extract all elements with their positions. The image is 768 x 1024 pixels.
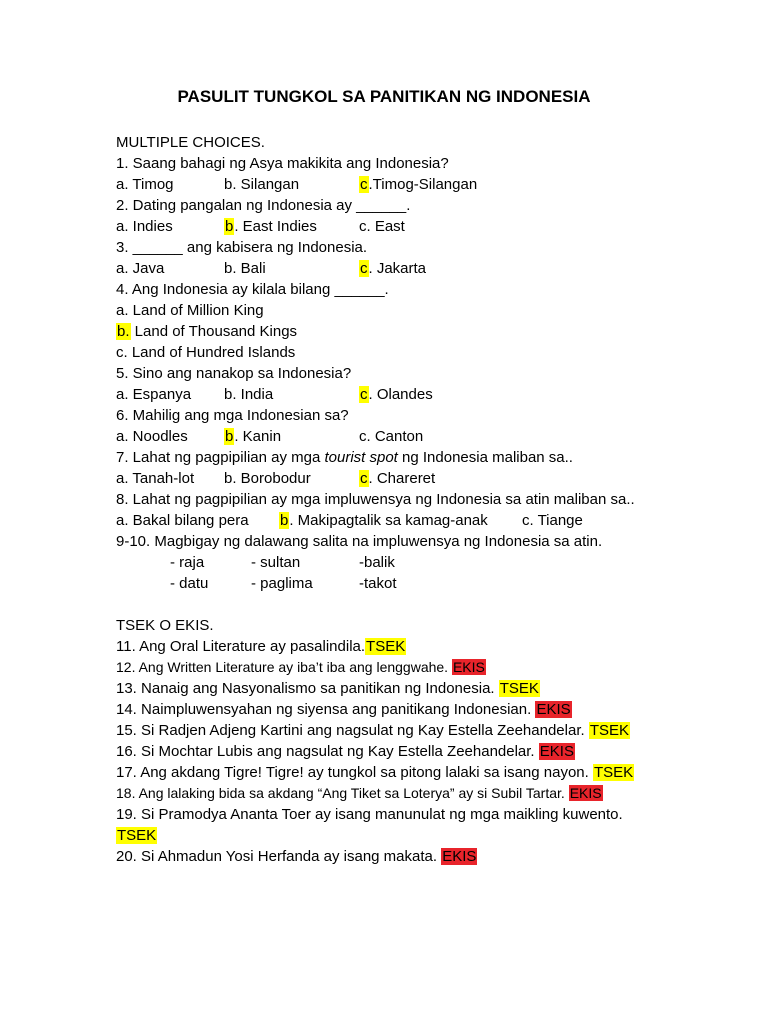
quiz-line bbox=[0, 237, 768, 258]
quiz-line bbox=[0, 699, 768, 720]
text-run: . East Indies bbox=[234, 218, 317, 235]
text-run: c. Land of Hundred Islands bbox=[116, 344, 296, 361]
quiz-line bbox=[0, 573, 768, 594]
option-text bbox=[279, 510, 488, 531]
quiz-line bbox=[0, 468, 768, 489]
text-run: b. Borobodur bbox=[224, 470, 311, 487]
quiz-line bbox=[0, 825, 768, 846]
text-run: a. Bakal bilang pera bbox=[116, 512, 249, 529]
quiz-line bbox=[0, 153, 768, 174]
answer-highlight: c bbox=[360, 176, 368, 193]
option-text bbox=[359, 552, 395, 573]
text-run: c. Canton bbox=[359, 428, 424, 445]
quiz-line bbox=[0, 678, 768, 699]
option-text bbox=[224, 216, 317, 237]
quiz-line bbox=[0, 615, 768, 636]
text-run: 19. Si Pramodya Ananta Toer ay isang manunulat ng mga maikling kuwento. bbox=[116, 806, 623, 823]
option-text bbox=[224, 426, 281, 447]
text-run: MULTIPLE CHOICES. bbox=[116, 134, 265, 151]
quiz-line bbox=[0, 426, 768, 447]
option-text bbox=[251, 573, 313, 594]
quiz-line bbox=[0, 531, 768, 552]
ekis-highlight: EKIS bbox=[539, 743, 574, 760]
answer-highlight: b. bbox=[117, 323, 130, 340]
quiz-line bbox=[0, 804, 768, 825]
quiz-line bbox=[0, 300, 768, 321]
line-text bbox=[116, 615, 214, 636]
answer-highlight: b bbox=[225, 218, 234, 235]
line-text bbox=[116, 363, 351, 384]
text-run: . Makipagtalik sa kamag-anak bbox=[289, 512, 488, 529]
option-text bbox=[522, 510, 583, 531]
answer-highlight: TSEK bbox=[589, 722, 630, 739]
line-text bbox=[116, 846, 477, 867]
option-text bbox=[359, 216, 405, 237]
quiz-line bbox=[0, 510, 768, 531]
quiz-line bbox=[0, 783, 768, 804]
quiz-line bbox=[0, 447, 768, 468]
text-run: 8. Lahat ng pagpipilian ay mga impluwensya ng Indonesia sa atin maliban sa.. bbox=[116, 491, 635, 508]
option-text bbox=[116, 174, 174, 195]
quiz-line bbox=[0, 279, 768, 300]
text-run: a. Tanah-lot bbox=[116, 470, 195, 487]
text-run: 20. Si Ahmadun Yosi Herfanda ay isang makata. bbox=[116, 848, 442, 865]
text-run: -balik bbox=[359, 554, 395, 571]
option-text bbox=[224, 468, 311, 489]
option-text bbox=[170, 552, 204, 573]
text-run: a. Timog bbox=[116, 176, 174, 193]
ekis-highlight: EKIS bbox=[442, 848, 477, 865]
text-run: 7. Lahat ng pagpipilian ay mga bbox=[116, 449, 325, 466]
option-text bbox=[359, 468, 435, 489]
text-run: c. Tiange bbox=[522, 512, 583, 529]
text-run: a. Espanya bbox=[116, 386, 192, 403]
ekis-highlight: EKIS bbox=[536, 701, 571, 718]
line-text bbox=[116, 741, 575, 762]
text-run: ng Indonesia maliban sa.. bbox=[397, 449, 573, 466]
text-run: a. Indies bbox=[116, 218, 173, 235]
line-text bbox=[116, 783, 603, 804]
option-text bbox=[251, 552, 300, 573]
option-text bbox=[116, 216, 173, 237]
quiz-line bbox=[0, 216, 768, 237]
line-text bbox=[116, 279, 389, 300]
line-text bbox=[116, 447, 573, 468]
quiz-line bbox=[0, 258, 768, 279]
line-text bbox=[116, 762, 634, 783]
quiz-line bbox=[0, 741, 768, 762]
text-run: a. Noodles bbox=[116, 428, 188, 445]
answer-highlight: TSEK bbox=[366, 638, 406, 655]
quiz-line bbox=[0, 405, 768, 426]
text-run: a. Land of Million King bbox=[116, 302, 264, 319]
text-run: 9-10. Magbigay ng dalawang salita na impluwensya ng Indonesia sa atin. bbox=[116, 533, 603, 550]
text-run: - datu bbox=[170, 575, 209, 592]
line-text bbox=[116, 825, 157, 846]
option-text bbox=[116, 510, 249, 531]
text-run: 16. Si Mochtar Lubis ang nagsulat ng Kay Estella Zeehandelar. bbox=[116, 743, 539, 760]
text-run: . Kanin bbox=[234, 428, 282, 445]
text-run: . Olandes bbox=[368, 386, 433, 403]
quiz-line bbox=[0, 132, 768, 153]
option-text bbox=[359, 258, 426, 279]
line-text bbox=[116, 657, 486, 678]
option-text bbox=[116, 468, 194, 489]
text-run: tourist spot bbox=[324, 449, 398, 466]
text-run: 14. Naimpluwensyahan ng siyensa ang panitikang Indonesian. bbox=[116, 701, 536, 718]
text-run: b. India bbox=[224, 386, 274, 403]
text-run: - sultan bbox=[251, 554, 301, 571]
line-text bbox=[116, 636, 406, 657]
quiz-line bbox=[0, 846, 768, 867]
answer-highlight: b bbox=[280, 512, 289, 529]
line-text bbox=[116, 237, 367, 258]
text-run: a. Java bbox=[116, 260, 165, 277]
option-text bbox=[359, 384, 433, 405]
line-text bbox=[116, 153, 449, 174]
text-run: . Jakarta bbox=[368, 260, 427, 277]
quiz-line bbox=[0, 321, 768, 342]
option-text bbox=[359, 573, 397, 594]
option-text bbox=[224, 174, 299, 195]
answer-highlight: TSEK bbox=[593, 764, 634, 781]
quiz-line bbox=[0, 636, 768, 657]
answer-highlight: TSEK bbox=[499, 680, 539, 697]
quiz-line bbox=[0, 363, 768, 384]
quiz-line bbox=[0, 762, 768, 783]
option-text bbox=[224, 258, 266, 279]
answer-highlight: c bbox=[360, 260, 368, 277]
quiz-line bbox=[0, 657, 768, 678]
text-run: 15. Si Radjen Adjeng Kartini ang nagsulat ng Kay Estella Zeehandelar. bbox=[116, 722, 589, 739]
quiz-line bbox=[0, 195, 768, 216]
line-text bbox=[116, 321, 297, 342]
quiz-line bbox=[0, 384, 768, 405]
line-text bbox=[116, 300, 264, 321]
text-run: 13. Nanaig ang Nasyonalismo sa panitikan ng Indonesia. bbox=[116, 680, 499, 697]
option-text bbox=[224, 384, 273, 405]
line-text bbox=[116, 804, 623, 825]
text-run: .Timog-Silangan bbox=[368, 176, 478, 193]
text-run: c. East bbox=[359, 218, 405, 235]
option-text bbox=[116, 258, 164, 279]
line-text bbox=[116, 195, 410, 216]
text-run: 18. Ang lalaking bida sa akdang “Ang Tiket sa Loterya” ay si Subil Tartar. bbox=[116, 785, 569, 801]
text-run: 5. Sino ang nanakop sa Indonesia? bbox=[116, 365, 352, 382]
ekis-highlight: EKIS bbox=[569, 785, 602, 801]
text-run: TSEK O EKIS. bbox=[116, 617, 214, 634]
quiz-line bbox=[0, 174, 768, 195]
line-text bbox=[116, 132, 265, 153]
text-run: - raja bbox=[170, 554, 205, 571]
text-run: 1. Saang bahagi ng Asya makikita ang Indonesia? bbox=[116, 155, 449, 172]
line-text bbox=[116, 489, 635, 510]
text-run: - paglima bbox=[251, 575, 313, 592]
text-run: 4. Ang Indonesia ay kilala bilang ______. bbox=[116, 281, 389, 298]
answer-highlight: c bbox=[360, 470, 368, 487]
text-run: 17. Ang akdang Tigre! Tigre! ay tungkol sa pitong lalaki sa isang nayon. bbox=[116, 764, 593, 781]
option-text bbox=[116, 426, 188, 447]
text-run: -takot bbox=[359, 575, 397, 592]
line-text bbox=[116, 531, 602, 552]
ekis-highlight: EKIS bbox=[452, 659, 485, 675]
page-title: PASULIT TUNGKOL SA PANITIKAN NG INDONESIA bbox=[177, 87, 591, 106]
option-text bbox=[359, 174, 477, 195]
quiz-line bbox=[0, 720, 768, 741]
option-text bbox=[116, 384, 191, 405]
line-text bbox=[116, 342, 295, 363]
quiz-line bbox=[0, 552, 768, 573]
option-text bbox=[170, 573, 208, 594]
text-run: 6. Mahilig ang mga Indonesian sa? bbox=[116, 407, 349, 424]
answer-highlight: TSEK bbox=[117, 827, 157, 844]
line-text bbox=[116, 699, 572, 720]
option-text bbox=[359, 426, 423, 447]
quiz-line bbox=[0, 489, 768, 510]
answer-highlight: b bbox=[225, 428, 234, 445]
text-run: 3. ______ ang kabisera ng Indonesia. bbox=[116, 239, 368, 256]
text-run: 12. Ang Written Literature ay iba’t iba ang lenggwahe. bbox=[116, 659, 452, 675]
text-run: . Chareret bbox=[368, 470, 436, 487]
text-run: 11. Ang Oral Literature ay pasalindila. bbox=[116, 638, 366, 655]
line-text bbox=[116, 405, 349, 426]
quiz-line bbox=[0, 342, 768, 363]
text-run: b. Bali bbox=[224, 260, 266, 277]
line-text bbox=[116, 720, 630, 741]
text-run: b. Silangan bbox=[224, 176, 300, 193]
line-text bbox=[116, 678, 540, 699]
answer-highlight: c bbox=[360, 386, 368, 403]
text-run: 2. Dating pangalan ng Indonesia ay ______. bbox=[116, 197, 411, 214]
text-run: Land of Thousand Kings bbox=[130, 323, 298, 340]
